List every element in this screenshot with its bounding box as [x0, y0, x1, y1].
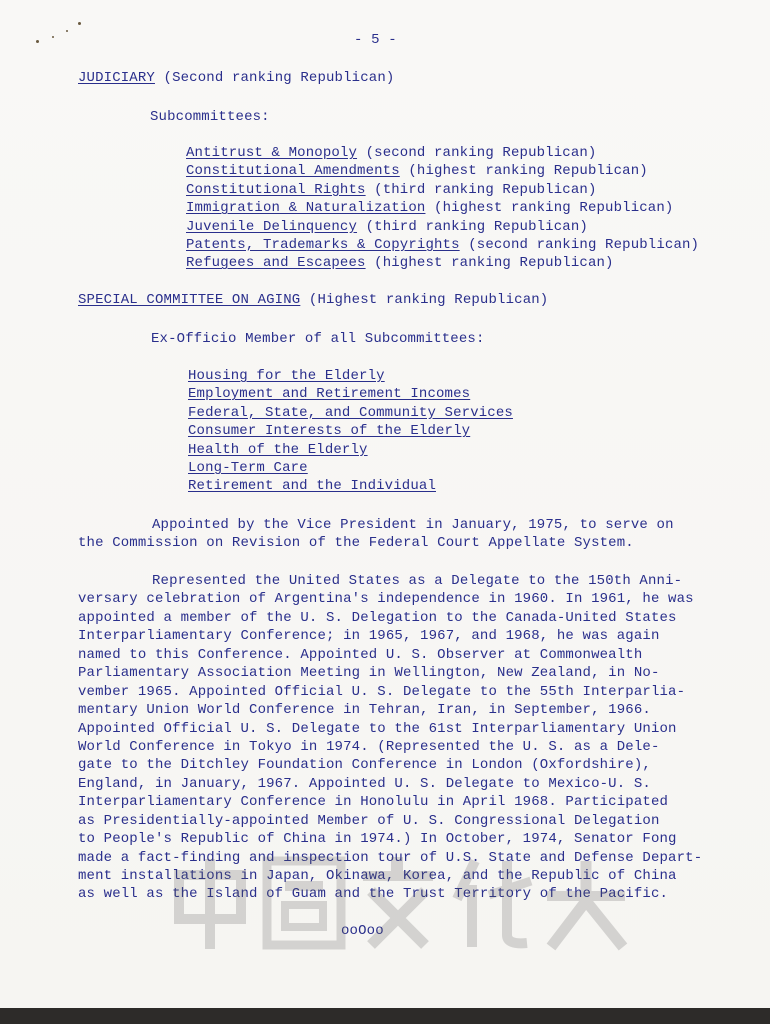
subcommittee-rank: (second ranking Republican) [365, 145, 597, 161]
list-item [188, 441, 513, 459]
subcommittee-name: Constitutional Amendments [186, 163, 400, 180]
subcommittee-rank: (third ranking Republican) [374, 181, 597, 198]
subcommittee-name: Retirement and the Individual [188, 478, 436, 495]
paragraph-line: made a fact-finding and inspection tour of U.S. State and Defense Depart- [78, 849, 703, 866]
paragraph-line: Interparliamentary Conference in Honolulu in April 1968. Participated [78, 794, 669, 811]
paper-speck [78, 22, 81, 25]
subcommittee-name: Refugees and Escapees [186, 255, 366, 272]
paragraph-line: named to this Conference. Appointed U. S. Observer at Commonwealth [78, 646, 643, 663]
subcommittee-name: Employment and Retirement Incomes [188, 386, 471, 403]
appointed-paragraph [78, 516, 698, 553]
paragraph-line: versary celebration of Argentina's independence in 1960. In 1961, he was [78, 591, 694, 608]
aging-heading [78, 291, 548, 309]
paragraph-line: as Presidentially-appointed Member of U. S. Congressional Delegation [78, 812, 660, 829]
end-mark: ooOoo [341, 923, 384, 939]
subcommittee-name: Patents, Trademarks & Copyrights [186, 236, 460, 253]
paragraph-line: ment installations in Japan, Okinawa, Korea, and the Republic of China [78, 868, 677, 884]
judiciary-heading [78, 69, 394, 87]
scan-bottom-edge [0, 1008, 770, 1024]
list-item [188, 404, 513, 422]
subcommittee-name: Federal, State, and Community Services [188, 404, 513, 421]
subcommittee-rank: (highest ranking Republican) [408, 163, 648, 180]
list-item [186, 162, 699, 180]
paragraph-line: the Commission on Revision of the Federal Court Appellate System. [78, 535, 634, 552]
list-item [186, 218, 699, 236]
paper-speck [66, 30, 68, 32]
subcommittee-name: Immigration & Naturalization [186, 200, 426, 217]
paragraph-line: Appointed Official U. S. Delegate to the 61st Interparliamentary Union [78, 720, 677, 737]
aging-subcommittee-list [188, 367, 513, 496]
paragraph-line: England, in January, 1967. Appointed U. S. Delegate to Mexico-U. S. [78, 775, 651, 792]
list-item [188, 422, 513, 440]
subcommittee-rank: (second ranking Republican) [468, 236, 700, 253]
aging-rank: (Highest ranking Republican) [308, 292, 549, 308]
paragraph-line: gate to the Ditchley Foundation Conference in London (Oxfordshire), [78, 757, 651, 774]
judiciary-subcommittees-label: Subcommittees: [150, 109, 270, 125]
list-item [186, 254, 699, 272]
list-item [188, 385, 513, 403]
paragraph-line: Parliamentary Association Meeting in Wellington, New Zealand, in No- [78, 665, 660, 682]
paragraph-line: Interparliamentary Conference; in 1965, 1967, and 1968, he was again [78, 628, 660, 645]
paragraph-line: mentary Union World Conference in Tehran, Iran, in September, 1966. [78, 702, 651, 719]
judiciary-title: JUDICIARY [78, 70, 155, 86]
paragraph-line: as well as the Island of Guam and the Trust Territory of the Pacific. [78, 886, 669, 903]
list-item [188, 459, 513, 477]
list-item [186, 181, 699, 199]
aging-subcommittees-label: Ex-Officio Member of all Subcommittees: [151, 331, 485, 347]
subcommittee-name: Juvenile Delinquency [186, 218, 358, 235]
list-item [188, 367, 513, 385]
list-item [188, 477, 513, 495]
subcommittee-name: Antitrust & Monopoly [186, 145, 358, 161]
paper-speck [52, 36, 54, 38]
paper-speck [36, 40, 39, 43]
paragraph-line: to People's Republic of China in 1974.) In October, 1974, Senator Fong [78, 831, 677, 848]
list-item [186, 236, 699, 254]
subcommittee-name: Long-Term Care [188, 459, 308, 476]
page-number: - 5 - [354, 32, 397, 48]
aging-title: SPECIAL COMMITTEE ON AGING [78, 292, 301, 308]
subcommittee-rank: (third ranking Republican) [365, 218, 588, 235]
subcommittee-rank: (highest ranking Republican) [374, 255, 614, 272]
paragraph-line: vember 1965. Appointed Official U. S. Delegate to the 55th Interparlia- [78, 683, 686, 700]
represented-paragraph [78, 572, 703, 904]
paragraph-line: World Conference in Tokyo in 1974. (Represented the U. S. as a Dele- [78, 738, 660, 755]
paragraph-line: Represented the United States as a Delegate to the 150th Anni- [152, 573, 683, 589]
subcommittee-rank: (highest ranking Republican) [434, 200, 674, 217]
paragraph-line: Appointed by the Vice President in January, 1975, to serve on [152, 517, 674, 533]
subcommittee-name: Housing for the Elderly [188, 368, 385, 384]
subcommittee-name: Health of the Elderly [188, 441, 368, 458]
list-item [186, 144, 699, 162]
subcommittee-name: Constitutional Rights [186, 181, 366, 198]
judiciary-subcommittee-list [186, 144, 699, 273]
subcommittee-name: Consumer Interests of the Elderly [188, 423, 471, 440]
list-item [186, 199, 699, 217]
paragraph-line: appointed a member of the U. S. Delegation to the Canada-United States [78, 609, 677, 626]
judiciary-rank: (Second ranking Republican) [163, 70, 395, 86]
